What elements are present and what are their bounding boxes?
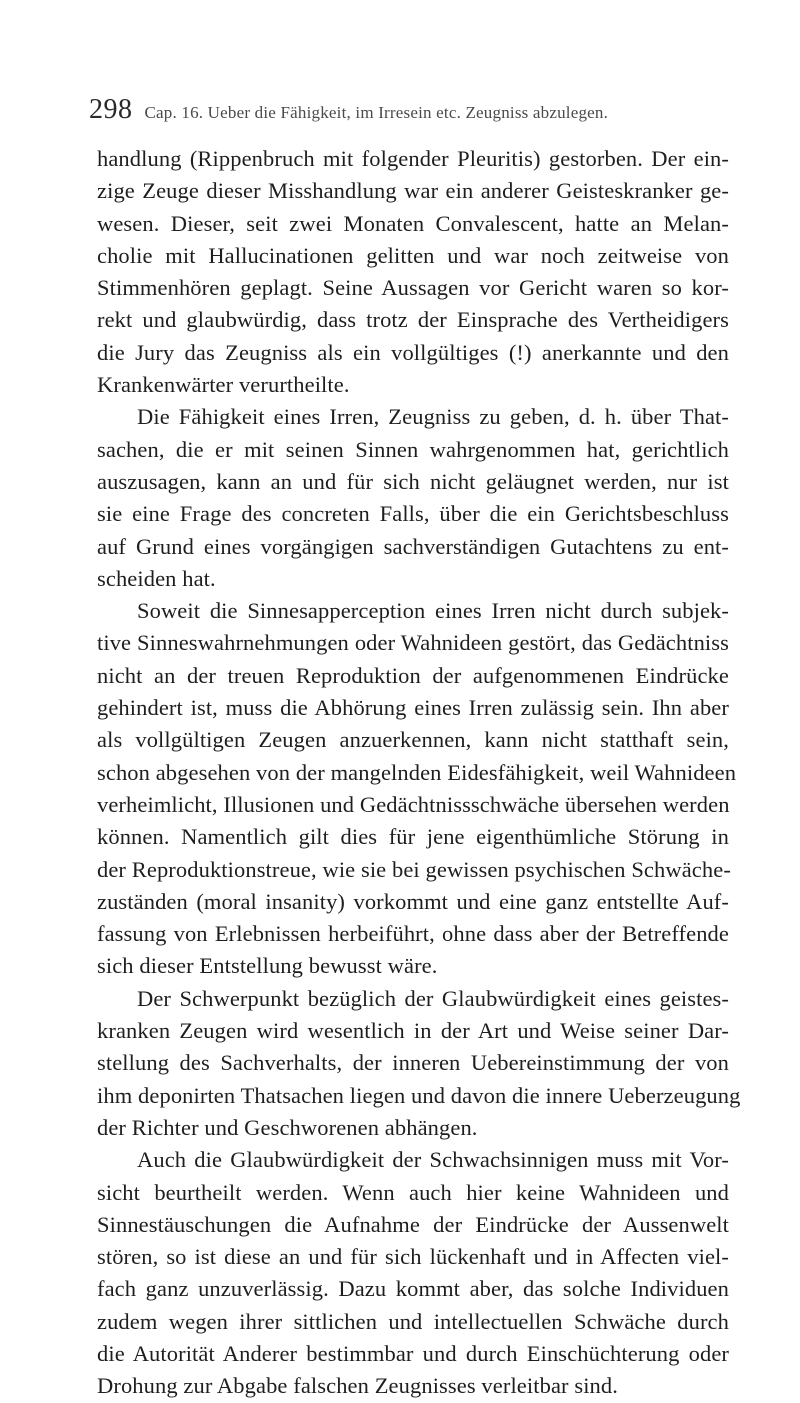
paragraph-start-line: Soweit die Sinnesapperception eines Irren nicht durch subjek- <box>137 598 729 624</box>
text-line: kranken Zeugen wird wesentlich in der Art und Weise seiner Dar- <box>97 1018 729 1044</box>
text-line: wesen. Dieser, seit zwei Monaten Convalescent, hatte an Melan- <box>97 210 729 236</box>
text-line: gehindert ist, muss die Abhörung eines Irren zulässig sein. Ihn aber <box>97 695 729 721</box>
text-line: scheiden hat. <box>97 565 216 591</box>
text-line: auf Grund eines vorgängigen sachverständigen Gutachtens zu ent- <box>97 533 729 559</box>
text-line: sachen, die er mit seinen Sinnen wahrgenommen hat, gerichtlich <box>97 436 729 462</box>
paragraph-start-line: Der Schwerpunkt bezüglich der Glaubwürdigkeit eines geistes- <box>137 985 729 1011</box>
paragraph-start-line: Die Fähigkeit eines Irren, Zeugniss zu geben, d. h. über That- <box>137 404 729 430</box>
text-line: stören, so ist diese an und für sich lückenhaft und in Affecten viel- <box>97 1244 729 1270</box>
text-line: die Jury das Zeugniss als ein vollgültiges (!) anerkannte und den <box>97 339 729 365</box>
text-line: sich dieser Entstellung bewusst wäre. <box>97 953 438 979</box>
text-line: der Richter und Geschworenen abhängen. <box>97 1114 478 1140</box>
text-line: stellung des Sachverhalts, der inneren Uebereinstimmung der von <box>97 1050 729 1076</box>
text-line: schon abgesehen von der mangelnden Eidesfähigkeit, weil Wahnideen <box>97 759 737 785</box>
body-text <box>97 143 741 1403</box>
text-line: die Autorität Anderer bestimmbar und durch Einschüchterung oder <box>97 1340 729 1366</box>
page-header <box>89 94 729 130</box>
text-line: sie eine Frage des concreten Falls, über die ein Gerichtsbeschluss <box>97 501 729 527</box>
text-line: rekt und glaubwürdig, dass trotz der Einsprache des Vertheidigers <box>97 307 729 333</box>
text-line: sicht beurtheilt werden. Wenn auch hier keine Wahnideen und <box>97 1179 729 1205</box>
text-line: der Reproduktionstreue, wie sie bei gewissen psychischen Schwäche- <box>97 856 731 882</box>
text-line: zudem wegen ihrer sittlichen und intellectuellen Schwäche durch <box>97 1308 729 1334</box>
text-line: zige Zeuge dieser Misshandlung war ein anderer Geisteskranker ge- <box>97 178 729 204</box>
text-line: Sinnestäuschungen die Aufnahme der Eindrücke der Aussenwelt <box>97 1211 729 1237</box>
text-line: zuständen (moral insanity) vorkommt und eine ganz entstellte Auf- <box>97 888 729 914</box>
text-line: fassung von Erlebnissen herbeiführt, ohne dass aber der Betreffende <box>97 921 729 947</box>
text-line: tive Sinneswahrnehmungen oder Wahnideen gestört, das Gedächtniss <box>97 630 729 656</box>
text-line: Krankenwärter verurtheilte. <box>97 372 350 398</box>
paragraph-start-line: Auch die Glaubwürdigkeit der Schwachsinnigen muss mit Vor- <box>137 1147 729 1173</box>
text-line: auszusagen, kann an und für sich nicht geläugnet werden, nur ist <box>97 468 729 494</box>
text-line: fach ganz unzuverlässig. Dazu kommt aber, das solche Individuen <box>97 1276 729 1302</box>
text-line: als vollgültigen Zeugen anzuerkennen, kann nicht statthaft sein, <box>97 727 729 753</box>
running-head: Cap. 16. Ueber die Fähigkeit, im Irresein etc. Zeugniss abzulegen. <box>144 103 609 122</box>
text-line: können. Namentlich gilt dies für jene eigenthümliche Störung in <box>97 824 729 850</box>
text-line: Stimmenhören geplagt. Seine Aussagen vor Gericht waren so kor- <box>97 275 729 301</box>
text-line: verheimlicht, Illusionen und Gedächtnissschwäche übersehen werden <box>97 791 730 817</box>
page-number: 298 <box>89 94 133 125</box>
text-line: Drohung zur Abgabe falschen Zeugnisses verleitbar sind. <box>97 1373 618 1399</box>
text-line: ihm deponirten Thatsachen liegen und davon die innere Ueberzeugung <box>97 1082 741 1108</box>
text-line: handlung (Rippenbruch mit folgender Pleuritis) gestorben. Der ein- <box>97 146 729 171</box>
text-line: cholie mit Hallucinationen gelitten und war noch zeitweise von <box>97 242 729 268</box>
text-line: nicht an der treuen Reproduktion der aufgenommenen Eindrücke <box>97 662 729 688</box>
